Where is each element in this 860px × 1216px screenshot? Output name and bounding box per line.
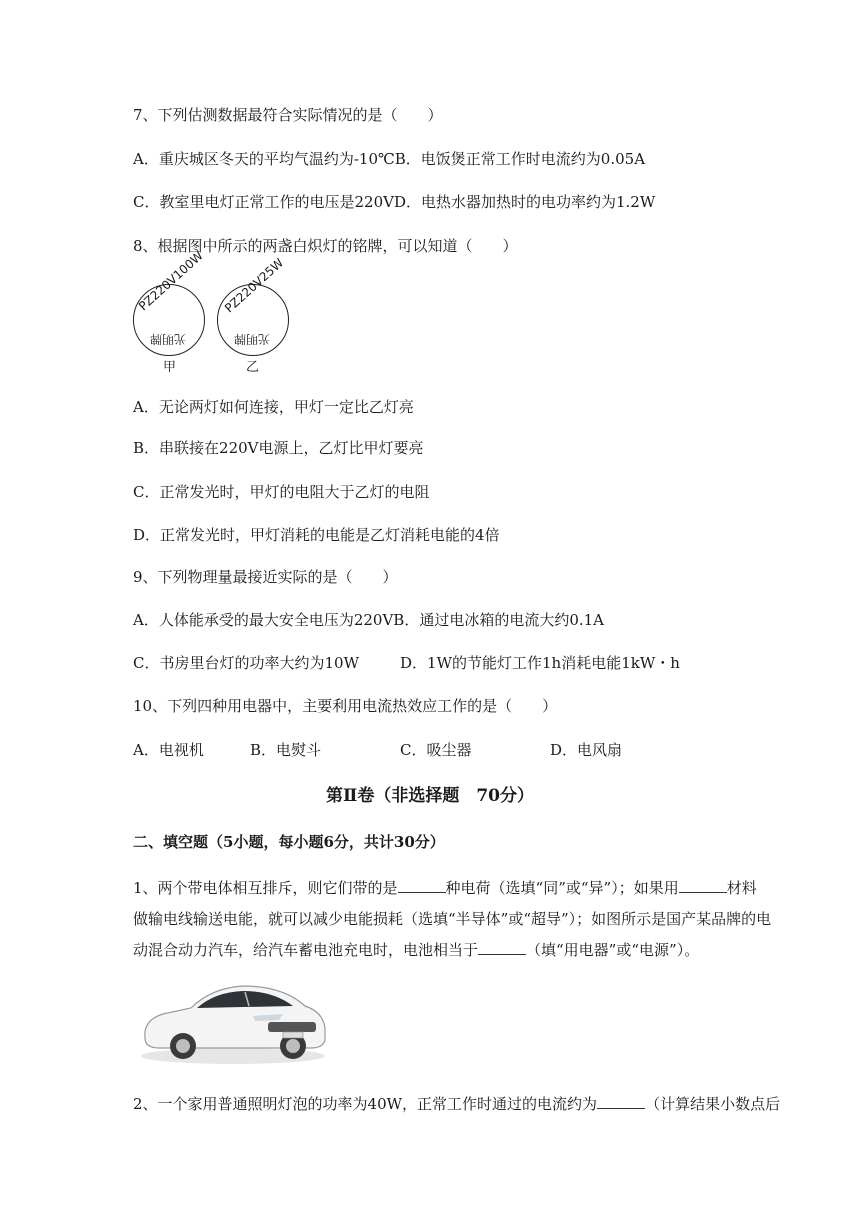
fill-q1-text-1: 1、两个带电体相互排斥，则它们带的是 [133, 879, 398, 897]
q8-option-a: A．无论两灯如何连接，甲灯一定比乙灯亮 [133, 398, 414, 416]
fill-q2 [133, 1089, 805, 1120]
fill-q2-blank-1[interactable] [597, 1094, 645, 1109]
q10-option-c: C．吸尘器 [400, 741, 472, 759]
fill-q1 [133, 873, 805, 966]
fill-section-heading: 二、填空题（5小题，每小题6分，共计30分） [133, 833, 445, 851]
fill-q1-text-2: 种电荷（选填“同”或“异”）；如果用 [445, 879, 679, 897]
q8-option-d: D．正常发光时，甲灯消耗的电能是乙灯消耗电能的4倍 [133, 526, 500, 544]
bulb-b-brand: 光明牌 [234, 332, 271, 346]
fill-q1-blank-2[interactable] [679, 878, 727, 893]
bulb-nameplate-figure [133, 248, 303, 375]
q7-options-cd: C．教室里电灯正常工作的电压是220VD．电热水器加热时的电功率约为1.2W [133, 193, 656, 211]
bulb-b-label: 乙 [246, 360, 260, 375]
bulb-a-label: 甲 [163, 360, 177, 375]
q10-stem: 10、下列四种用电器中，主要利用电流热效应工作的是（ ） [133, 697, 558, 715]
bulb-b-rating: PZ220V25W [222, 255, 287, 316]
hybrid-car-image [133, 968, 333, 1068]
fill-q1-text-3: 材料 [726, 879, 757, 897]
q8-stem: 8、根据图中所示的两盏白炽灯的铭牌，可以知道（ ） [133, 237, 518, 255]
q7-stem: 7、下列估测数据最符合实际情况的是（ ） [133, 106, 443, 124]
bulb-b-nameplate [217, 255, 289, 356]
fill-q1-blank-1[interactable] [398, 878, 446, 893]
q9-option-c: C．书房里台灯的功率大约为10W [133, 654, 359, 672]
q9-stem: 9、下列物理量最接近实际的是（ ） [133, 568, 398, 586]
q10-option-d: D．电风扇 [550, 741, 623, 759]
fill-q2-text-1: 2、一个家用普通照明灯泡的功率为40W，正常工作时通过的电流约为 [133, 1095, 598, 1113]
q10-option-a: A．电视机 [133, 741, 204, 759]
fill-q1-blank-3[interactable] [478, 940, 526, 955]
bulb-a-rating: PZ220V100W [136, 248, 206, 314]
fill-q1-text-4: 做输电线输送电能，就可以减少电能损耗（选填“半导体”或“超导”）；如图所示是国产某品牌的电 [133, 910, 772, 928]
q10-option-b: B．电熨斗 [250, 741, 322, 759]
q7-options-ab: A．重庆城区冬天的平均气温约为-10℃B．电饭煲正常工作时电流约为0.05A [133, 150, 646, 168]
bulb-a-nameplate [133, 248, 206, 356]
part2-title: 第Ⅱ卷（非选择题 70分） [326, 786, 534, 806]
q9-option-d: D．1W的节能灯工作1h消耗电能1kW・h [400, 654, 680, 672]
fill-q1-text-6: （填“用电器”或“电源”）。 [526, 941, 700, 959]
q8-option-c: C．正常发光时，甲灯的电阻大于乙灯的电阻 [133, 483, 430, 501]
bulb-a-brand: 光明牌 [150, 332, 187, 346]
q9-options-ab: A．人体能承受的最大安全电压为220VB．通过电冰箱的电流大约0.1A [133, 611, 605, 629]
q8-option-b: B．串联接在220V电源上，乙灯比甲灯要亮 [133, 439, 424, 457]
fill-q1-text-5: 动混合动力汽车，给汽车蓄电池充电时，电池相当于 [133, 941, 479, 959]
fill-q2-text-2: （计算结果小数点后 [645, 1095, 781, 1113]
